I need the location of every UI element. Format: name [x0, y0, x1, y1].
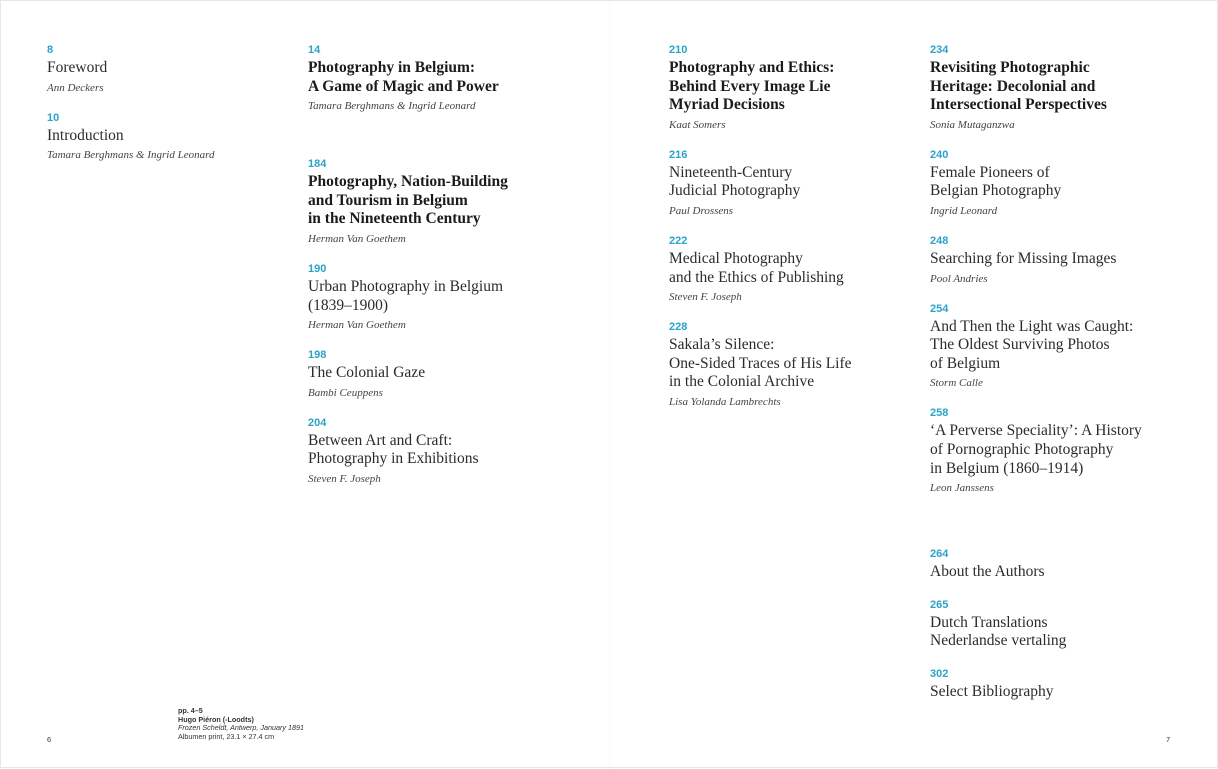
chapter-author: Tamara Berghmans & Ingrid Leonard	[47, 149, 215, 162]
chapter-author: Paul Drossens	[669, 204, 734, 217]
toc-entry	[308, 157, 588, 246]
chapter-title: Sakala’s Silence: One-Sided Traces of His Life in the Colonial Archive	[669, 336, 852, 391]
page-number: 248	[930, 234, 949, 247]
page-number: 258	[930, 407, 949, 420]
chapter-author: Herman Van Goethem	[308, 232, 406, 245]
image-caption	[178, 707, 304, 741]
page-gutter	[609, 1, 610, 769]
toc-entry	[47, 111, 287, 163]
folio-right: 7	[1166, 735, 1171, 744]
toc-entry	[930, 406, 1200, 495]
chapter-title: ‘A Perverse Speciality’: A History of Pornographic Photography in Belgium (1860–1914)	[930, 422, 1142, 477]
caption-artist: Hugo Piéron (-Loodts)	[178, 714, 254, 724]
page-number: 14	[308, 44, 321, 56]
toc-column-1	[47, 43, 287, 178]
chapter-title: Medical Photography and the Ethics of Publishing	[669, 249, 844, 286]
chapter-author: Ann Deckers	[47, 81, 104, 94]
spacer	[308, 129, 588, 157]
chapter-title: Photography, Nation-Building and Tourism in Belgium in the Nineteenth Century	[308, 173, 508, 228]
toc-entry	[930, 598, 1200, 651]
chapter-author: Storm Calle	[930, 377, 983, 390]
page-number: 222	[669, 234, 688, 247]
page-number: 240	[930, 148, 949, 161]
toc-entry	[930, 148, 1200, 218]
toc-entry	[47, 43, 287, 95]
page-number: 210	[669, 44, 688, 56]
chapter-title: Photography and Ethics: Behind Every Image Lie Myriad Decisions	[669, 59, 835, 114]
toc-entry	[930, 43, 1200, 132]
chapter-title: Urban Photography in Belgium (1839–1900)	[308, 277, 504, 314]
chapter-author: Kaat Somers	[669, 118, 726, 131]
chapter-title: About the Authors	[930, 563, 1045, 581]
toc-entry	[308, 416, 588, 486]
toc-entry	[308, 348, 588, 400]
chapter-author: Pool Andries	[930, 272, 988, 285]
page-number: 198	[308, 349, 327, 362]
chapter-author: Steven F. Joseph	[669, 291, 742, 304]
toc-entry	[308, 43, 588, 113]
chapter-title: Foreword	[47, 59, 108, 76]
chapter-author: Ingrid Leonard	[930, 204, 998, 217]
page-number: 228	[669, 321, 688, 334]
chapter-author: Tamara Berghmans & Ingrid Leonard	[308, 100, 476, 113]
toc-entry	[669, 148, 909, 218]
page-number: 264	[930, 548, 949, 561]
toc-entry	[669, 234, 909, 304]
toc-column-2	[308, 43, 588, 502]
chapter-title: Photography in Belgium: A Game of Magic and Power	[308, 59, 499, 95]
page-number: 265	[930, 598, 949, 611]
page-number: 302	[930, 667, 949, 680]
toc-column-3	[669, 43, 909, 425]
toc-entry	[930, 234, 1200, 286]
chapter-title: The Colonial Gaze	[308, 364, 426, 382]
chapter-title: Searching for Missing Images	[930, 249, 1117, 267]
chapter-author: Leon Janssens	[930, 482, 994, 495]
toc-entry	[669, 43, 909, 132]
page-number: 204	[308, 416, 327, 429]
toc-entry	[669, 320, 909, 409]
toc-entry	[308, 262, 588, 332]
page-number: 10	[47, 111, 60, 124]
chapter-title: Nineteenth-Century Judicial Photography	[669, 163, 801, 200]
toc-entry	[930, 547, 1200, 582]
chapter-title: And Then the Light was Caught: The Oldest Surviving Photos of Belgium	[930, 317, 1134, 372]
caption-pages: pp. 4–5	[178, 706, 203, 715]
chapter-author: Steven F. Joseph	[308, 472, 381, 485]
page-number: 184	[308, 158, 327, 171]
chapter-title: Female Pioneers of Belgian Photography	[930, 163, 1062, 200]
page-number: 190	[308, 262, 327, 275]
toc-column-4	[930, 43, 1200, 718]
chapter-title: Revisiting Photographic Heritage: Decolonial and Intersectional Perspectives	[930, 59, 1107, 114]
chapter-title: Between Art and Craft: Photography in Exhibitions	[308, 431, 479, 468]
chapter-author: Lisa Yolanda Lambrechts	[669, 395, 781, 408]
page-number: 216	[669, 148, 688, 161]
caption-medium: Albumen print, 23.1 × 27.4 cm	[178, 731, 275, 741]
chapter-author: Bambi Ceuppens	[308, 386, 383, 399]
page-number: 234	[930, 44, 949, 56]
spacer	[930, 511, 1200, 547]
caption-work: Frozen Scheldt, Antwerp, January 1891	[178, 723, 304, 733]
chapter-author: Sonia Mutaganzwa	[930, 118, 1015, 131]
page-number: 8	[47, 44, 54, 56]
page-number: 254	[930, 302, 949, 315]
chapter-author: Herman Van Goethem	[308, 319, 406, 332]
folio-left: 6	[47, 735, 52, 744]
toc-entry	[930, 667, 1200, 702]
chapter-title: Dutch Translations Nederlandse vertaling	[930, 613, 1067, 650]
toc-entry	[930, 302, 1200, 391]
chapter-title: Select Bibliography	[930, 682, 1054, 700]
chapter-title: Introduction	[47, 126, 124, 144]
